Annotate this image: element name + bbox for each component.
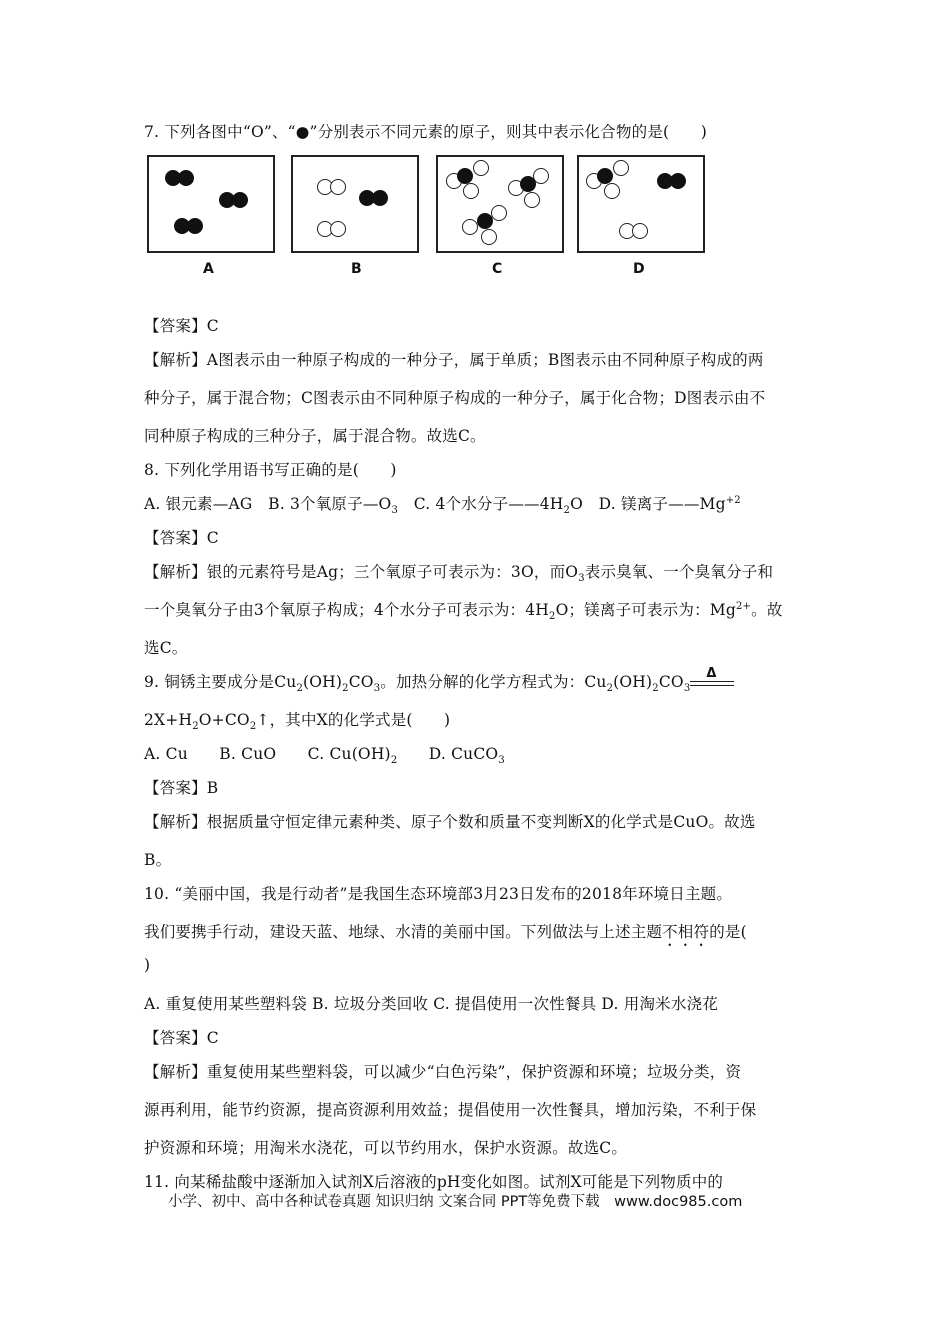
q9-analysis-line: 【解析】根据质量守恒定律元素种类、原子个数和质量不变判断X的化学式是CuO。故选 xyxy=(144,813,756,831)
black-atom xyxy=(457,168,473,184)
white-atom xyxy=(330,179,346,195)
q9-stem-line2: $2X+H_2O+CO_2↑$，其中X的化学式是( ) xyxy=(144,711,451,733)
heating-condition-sign xyxy=(690,666,734,693)
black-atom xyxy=(597,168,613,184)
white-atom xyxy=(330,221,346,237)
figure-b xyxy=(291,155,419,253)
white-atom xyxy=(491,205,507,221)
q7-analysis-line: 同种原子构成的三种分子，属于混合物。故选C。 xyxy=(144,427,486,445)
figure-c xyxy=(436,155,564,253)
white-atom xyxy=(604,183,620,199)
black-atom xyxy=(372,190,388,206)
white-atom xyxy=(533,168,549,184)
heat-triangle-icon: Δ xyxy=(706,666,717,681)
black-atom xyxy=(670,173,686,189)
figure-d xyxy=(577,155,705,253)
q10-analysis-line: 护资源和环境；用淘米水浇花，可以节约用水，保护水资源。故选C。 xyxy=(144,1139,628,1157)
figure-a xyxy=(147,155,275,253)
q7-analysis-line: 【解析】A图表示由一种原子构成的一种分子，属于单质；B图表示由不同种原子构成的两 xyxy=(144,351,764,369)
q7-answer: 【答案】C xyxy=(144,317,219,335)
q10-stem-line: ) xyxy=(144,956,151,974)
white-atom xyxy=(613,160,629,176)
page-footer: 小学、初中、高中各种试卷真题 知识归纳 文案合同 PPT等免费下载 www.doc985.com xyxy=(168,1194,743,1210)
q10-answer: 【答案】C xyxy=(144,1029,219,1047)
q10-stem-line: 我们要携手行动，建设天蓝、地绿、水清的美丽中国。下列做法与上述主题不相符的是( xyxy=(144,923,747,941)
q7-stem: 7. 下列各图中“O”、“●”分别表示不同元素的原子，则其中表示化合物的是( ) xyxy=(144,123,707,141)
figure-label-d: D xyxy=(633,261,645,277)
q7-analysis-line: 种分子，属于混合物；C图表示由不同种原子构成的一种分子，属于化合物；D图表示由不 xyxy=(144,389,766,407)
q10-options: A. 重复使用某些塑料袋 B. 垃圾分类回收 C. 提倡使用一次性餐具 D. 用淘米水浇花 xyxy=(144,995,718,1013)
white-atom xyxy=(473,160,489,176)
black-atom xyxy=(232,192,248,208)
white-atom xyxy=(524,192,540,208)
q8-stem: 8. 下列化学用语书写正确的是( ) xyxy=(144,461,397,479)
figure-label-b: B xyxy=(351,261,362,277)
q10-analysis-line: 源再利用，能节约资源，提高资源利用效益；提倡使用一次性餐具，增加污染，不利于保 xyxy=(144,1101,757,1119)
figure-label-c: C xyxy=(492,261,503,277)
q11-stem: 11. 向某稀盐酸中逐渐加入试剂X后溶液的pH变化如图。试剂X可能是下列物质中的 xyxy=(144,1173,724,1191)
q9-options: A. Cu B. CuO C. $Cu(OH)_2$ D. CuCO$_3$ xyxy=(144,745,505,767)
emphasis-dotted-text: 不相符 xyxy=(662,923,710,941)
q10-stem-line: 10. “美丽中国，我是行动者”是我国生态环境部3月23日发布的2018年环境日主题。 xyxy=(144,885,733,903)
q9-answer: 【答案】B xyxy=(144,779,219,797)
q8-analysis-line: 【解析】银的元素符号是Ag；三个氧原子可表示为：3O，而$O_3$表示臭氧、一个臭氧分子和 xyxy=(144,563,774,585)
white-atom xyxy=(462,219,478,235)
white-atom xyxy=(632,223,648,239)
white-atom xyxy=(463,183,479,199)
q8-options: A. 银元素—AG B. 3个氧原子$—O_3$ C. 4个水分子$——4H_2O$ D. 镁离子$——Mg^{+2}$ xyxy=(144,494,741,517)
q9-analysis-line: B。 xyxy=(144,851,172,869)
black-atom xyxy=(178,170,194,186)
q8-answer: 【答案】C xyxy=(144,529,219,547)
black-atom xyxy=(187,218,203,234)
white-atom xyxy=(481,229,497,245)
q10-analysis-line: 【解析】重复使用某些塑料袋，可以减少“白色污染”，保护资源和环境；垃圾分类，资 xyxy=(144,1063,742,1081)
figure-label-a: A xyxy=(203,261,214,277)
q8-analysis-line: 一个臭氧分子由3个氧原子构成；4个水分子可表示为：$4H_2O$；镁离子可表示为：$Mg^{2+}$。故 xyxy=(144,600,783,623)
q8-analysis-line: 选C。 xyxy=(144,639,188,657)
q9-stem: 9. 铜锈主要成分是$Cu_2(OH)_2CO_3$。加热分解的化学方程式为：$Cu_2(OH)_2CO_3$ Δ xyxy=(144,670,734,694)
q7-figures xyxy=(145,155,715,285)
